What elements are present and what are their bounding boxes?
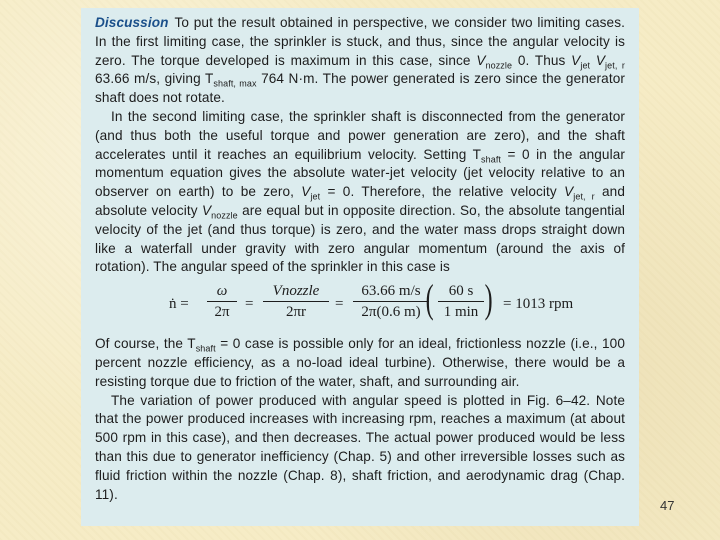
paragraph-2: In the second limiting case, the sprinkler shaft is disconnected from the generator (and thus both the useful torque and power generation are zero), and the shaft accelerates until it reaches an equilibrium velocity. Setting $T_{shaft} = 0$ in the angular momentum equation gives the absolute water-jet velocity (jet velocity relative to an observer on earth) to be zero, $V_{jet} = 0$. Therefore, the relative velocity $V_{jet, r}$ and absolute velocity $V_{nozzle}$ are equal but in opposite direction. So, the absolute tangential velocity of the jet (and thus torque) is zero, and the water mass drops straight down like a waterfall under gravity with zero angular momentum (around the axis of rotation). The angular speed of the sprinkler in this case is (95, 108, 626, 275)
discussion-panel (81, 8, 639, 526)
equation-result: = 1013 rpm (503, 296, 574, 313)
right-paren: ) (484, 276, 493, 322)
equals-sign-3: = (335, 296, 344, 313)
paragraph-4: The variation of power produced with angular speed is plotted in Fig. 6–42. Note that the power produced increases with increasing rpm, reaches a maximum (at about 500 rpm in this case), and then decreases. The actual power produced would be less than this due to generator inefficiency (Chap. 5) and other irreversible losses such as fluid friction within the nozzle (Chap. 8), shaft friction, and aerodynamic drag (Chap. 11). (95, 392, 625, 502)
paragraph-1: Discussion To put the result obtained in perspective, we consider two limiting cases. In the first limiting case, the sprinkler is stuck, and thus, since the angular velocity is zero. The torque developed is maximum in this case, since $V_{nozzle}$ 0. Thus $V_{jet}$ $V_{jet, r}$ 63.66 m/s, giving $T_{shaft, max}$ 764 N·m. The power generated is zero since the generator shaft does not rotate. (95, 15, 625, 106)
fraction-vnozzle: Vnozzle 2πr (263, 283, 329, 321)
paragraph-3: Of course, the $T_{shaft} = 0$ case is possible only for an ideal, frictionless nozzle (i.e., 100 percent nozzle efficiency, as a no-load ideal turbine). Otherwise, there would be a resisting torque due to friction of the water, shaft, and surrounding air. (95, 336, 625, 389)
discussion-heading: Discussion (95, 15, 169, 30)
fraction-values: $\frac{63.66 m/s}{2\pi(0.6 m)}$ (353, 283, 429, 321)
fraction-time: 60 s 1 min (438, 283, 484, 321)
left-paren: ( (425, 276, 434, 322)
equation-lhs: ṅ = (169, 296, 189, 313)
fraction-omega: $\frac{\omega}{2\pi}$ (207, 283, 237, 321)
angular-speed-equation (95, 277, 625, 335)
page-number: 47 (660, 498, 675, 513)
equals-sign-2: = (245, 296, 254, 313)
